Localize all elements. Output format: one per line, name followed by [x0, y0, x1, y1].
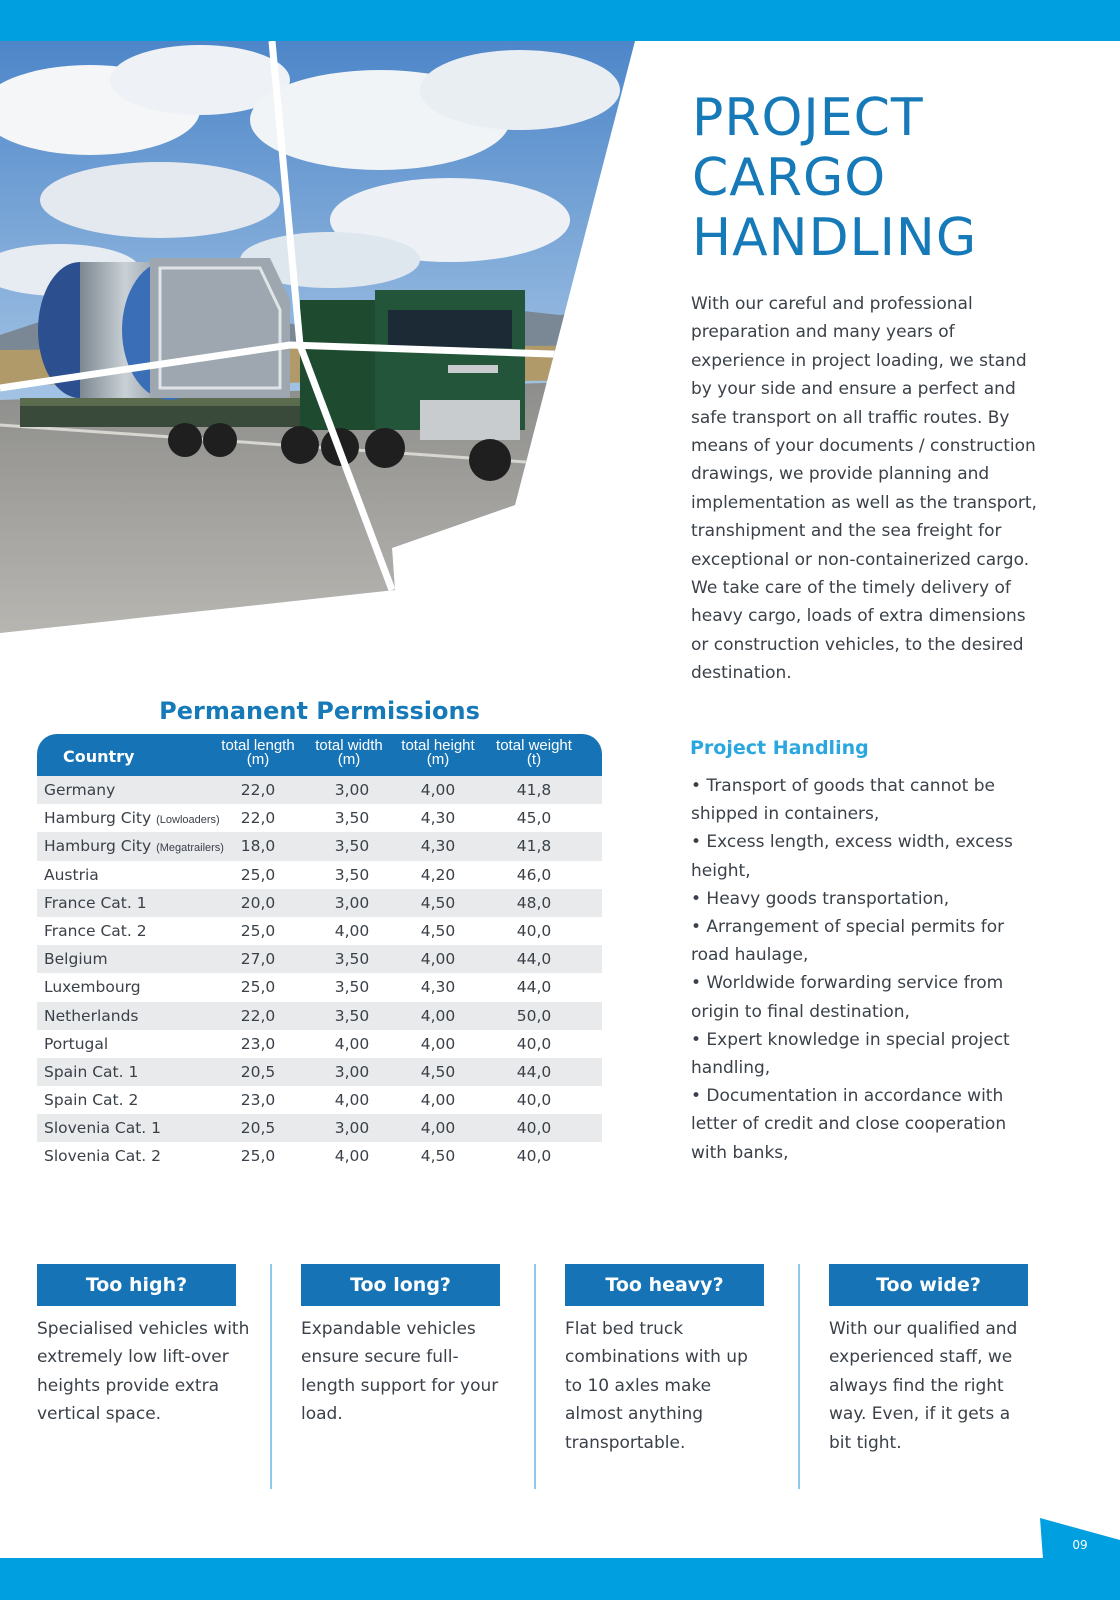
table-row: Spain Cat. 1 20,5 3,00 4,50 44,0: [37, 1058, 602, 1086]
table-row: Belgium 27,0 3,50 4,00 44,0: [37, 945, 602, 973]
bottom-color-bar: [0, 1558, 1120, 1600]
feature-heading-too-long: Too long?: [301, 1264, 500, 1306]
page-number-tab: [1040, 1518, 1120, 1600]
project-handling-heading: Project Handling: [690, 737, 869, 759]
table-row: Netherlands 22,0 3,50 4,00 50,0: [37, 1002, 602, 1030]
table-row: Portugal 23,0 4,00 4,00 40,0: [44, 1034, 552, 1053]
table-row: Spain Cat. 2 23,0 4,00 4,00 40,0: [44, 1091, 552, 1110]
header-length: total length (m): [221, 737, 295, 768]
page-number: 09: [1072, 1538, 1088, 1552]
list-item: • Expert knowledge in special project handling,: [691, 1029, 1010, 1079]
table-row: Slovenia Cat. 2 25,0 4,00 4,50 40,0: [44, 1147, 552, 1166]
title-line-3: HANDLING: [692, 208, 978, 268]
list-item: • Excess length, excess width, excess height,: [691, 832, 1013, 881]
feature-heading-too-high: Too high?: [37, 1264, 236, 1306]
list-item: • Heavy goods transportation,: [691, 888, 950, 909]
table-row: Hamburg City (Lowloaders) 22,0 3,50 4,30 45,0: [44, 809, 552, 828]
list-item: • Documentation in accordance with letter of credit and close cooperation with banks,: [691, 1086, 1007, 1163]
header-weight: total weight (t): [496, 737, 572, 768]
table-row: Germany 22,0 3,00 4,00 41,8: [37, 776, 602, 804]
list-item: • Arrangement of special permits for road haulage,: [691, 917, 1005, 966]
permissions-table-header: [37, 734, 602, 776]
table-row: Hamburg City (Megatrailers) 18,0 3,50 4,30 41,8: [37, 832, 602, 860]
hero-photo-collage: [0, 41, 640, 641]
table-row: Austria 25,0 3,50 4,20 46,0: [44, 865, 552, 884]
page-title: [692, 88, 1092, 268]
project-handling-list: [691, 772, 1041, 1167]
feature-text-too-long: Expandable vehicles ensure secure full-length support for your load.: [301, 1319, 499, 1425]
feature-heading-too-heavy: Too heavy?: [565, 1264, 764, 1306]
title-line-2: CARGO: [692, 148, 887, 208]
permissions-table-body: [37, 776, 602, 1171]
feature-text-too-high: Specialised vehicles with extremely low lift-over heights provide extra vertical space.: [37, 1319, 250, 1425]
intro-paragraph: With our careful and professional preparation and many years of experience in project loading, we stand by your side and ensure a perfect and safe transport on all traffic routes. By means of your documents / construction drawings, we provide planning and implementation as well as the transport, transhipment and the sea freight for exceptional or non-containerized cargo. We take care of the timely delivery of heavy cargo, loads of extra dimensions or construction vehicles, to the desired destination.: [691, 294, 1037, 684]
column-divider: [270, 1264, 272, 1489]
table-row: Slovenia Cat. 1 20,5 3,00 4,00 40,0: [37, 1114, 602, 1142]
title-line-1: PROJECT: [692, 88, 924, 148]
header-height: total height (m): [401, 737, 475, 768]
feature-text-too-heavy: Flat bed truck combinations with up to 10 axles make almost anything transportable.: [565, 1319, 748, 1453]
feature-text-too-wide: With our qualified and experienced staff, we always find the right way. Even, if it gets a bit tight.: [829, 1319, 1018, 1453]
permissions-title: Permanent Permissions: [159, 697, 480, 725]
header-width: total width (m): [315, 737, 383, 768]
top-color-bar: [0, 0, 1120, 41]
header-country: Country: [63, 747, 135, 766]
feature-heading-too-wide: Too wide?: [829, 1264, 1028, 1306]
list-item: • Transport of goods that cannot be shipped in containers,: [691, 776, 995, 825]
column-divider: [534, 1264, 536, 1489]
table-row: Luxembourg 25,0 3,50 4,30 44,0: [44, 978, 552, 997]
list-item: • Worldwide forwarding service from origin to final destination,: [691, 973, 1004, 1022]
table-row: France Cat. 1 20,0 3,00 4,50 48,0: [37, 889, 602, 917]
column-divider: [798, 1264, 800, 1489]
table-row: France Cat. 2 25,0 4,00 4,50 40,0: [44, 921, 552, 940]
